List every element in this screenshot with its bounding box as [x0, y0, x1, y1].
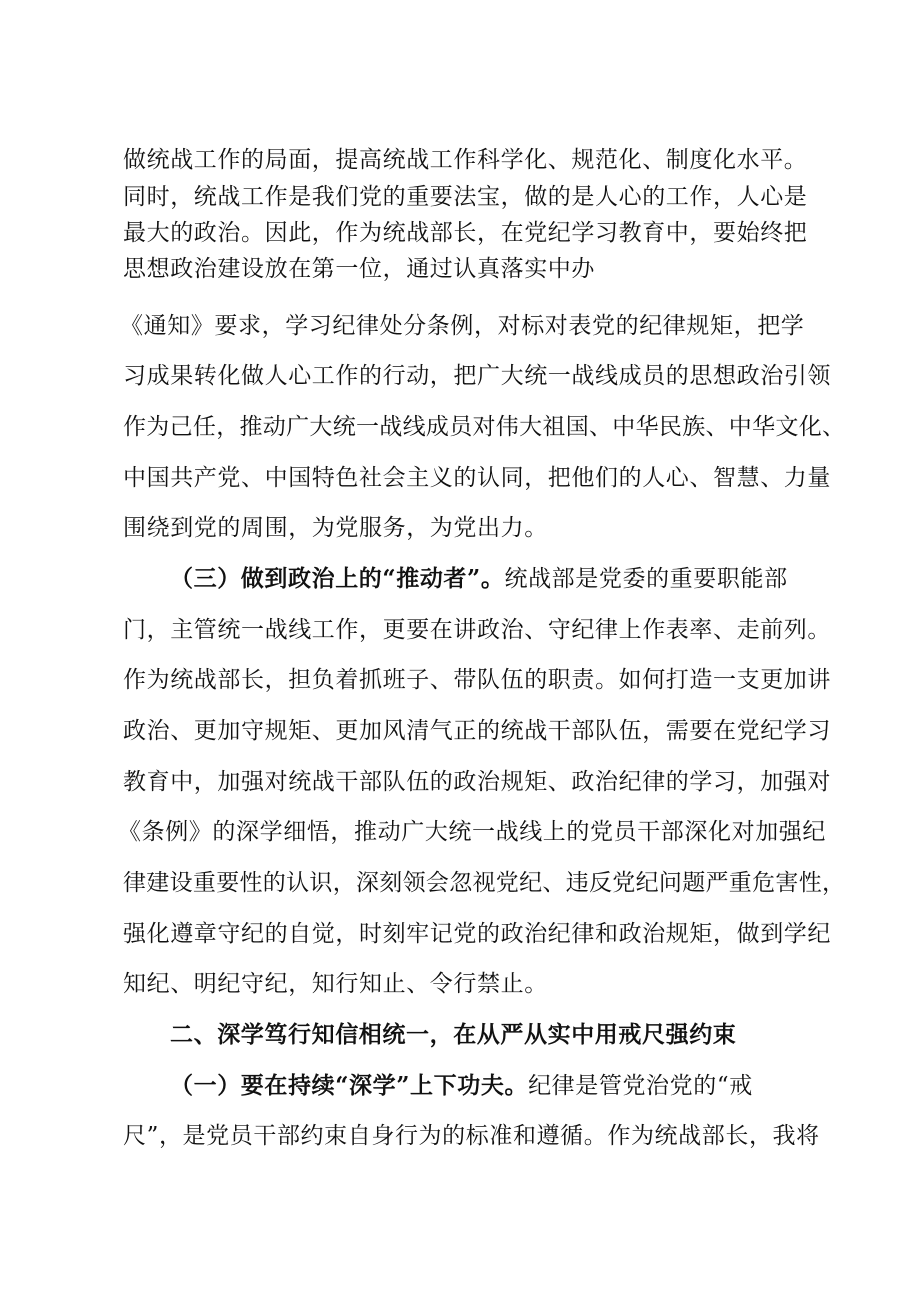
- paragraph-line: 同时，统战工作是我们党的重要法宝，做的是人心的工作，人心是: [123, 184, 808, 210]
- paragraph-line: 作为统战部长，担负着抓班子、带队伍的职责。如何打造一支更加讲: [123, 667, 831, 693]
- paragraph-line: 最大的政治。因此，作为统战部长，在党纪学习教育中，要始终把: [123, 220, 808, 246]
- paragraph-line: 习成果转化做人心工作的行动，把广大统一战线成员的思想政治引领: [123, 363, 831, 389]
- section-3-text: 统战部是党委的重要职能部: [504, 566, 788, 592]
- paragraph-line: 教育中，加强对统战干部队伍的政治规矩、政治纪律的学习，加强对: [123, 769, 831, 795]
- paragraph-line: 围绕到党的周围，为党服务，为党出力。: [123, 515, 548, 541]
- paragraph-line: 尺”，是党员干部约束自身行为的标准和遵循。作为统战部长，我将: [123, 1123, 820, 1149]
- paragraph-line: 知纪、明纪守纪，知行知止、令行禁止。: [123, 971, 548, 997]
- paragraph-line: 政治、更加守规矩、更加风清气正的统战干部队伍，需要在党纪学习: [123, 718, 831, 744]
- paragraph-line: 《通知》要求，学习纪律处分条例，对标对表党的纪律规矩，把学: [120, 313, 805, 339]
- paragraph-line: 门，主管统一战线工作，更要在讲政治、守纪律上作表率、走前列。: [123, 617, 831, 643]
- paragraph-line: 中国共产党、中国特色社会主义的认同，把他们的人心、智慧、力量: [123, 465, 831, 491]
- paragraph-line: 强化遵章守纪的自觉，时刻牢记党的政治纪律和政治规矩，做到学纪: [123, 921, 831, 947]
- paragraph-line: 作为己任，推动广大统一战线成员对伟大祖国、中华民族、中华文化、: [123, 414, 846, 440]
- paragraph-line: 思想政治建设放在第一位，通过认真落实中办: [123, 256, 595, 282]
- section-3-title: （三）做到政治上的“推动者”。: [170, 565, 505, 592]
- section-heading: 二、深学笃行知信相统一，在从严从实中用戒尺强约束: [170, 1022, 737, 1048]
- paragraph-line: 做统战工作的局面，提高统战工作科学化、规范化、制度化水平。: [123, 147, 808, 173]
- section-paragraph-first-line: [170, 1071, 870, 1101]
- section-paragraph-first-line: [170, 564, 870, 594]
- paragraph-line: 《条例》的深学细悟，推动广大统一战线上的党员干部深化对加强纪: [118, 819, 826, 845]
- section-1-title: （一）要在持续“深学”上下功夫。: [170, 1072, 529, 1099]
- paragraph-line: 律建设重要性的认识，深刻领会忽视党纪、违反党纪问题严重危害性，: [123, 870, 846, 896]
- section-1-text: 纪律是管党治党的“戒: [528, 1073, 753, 1099]
